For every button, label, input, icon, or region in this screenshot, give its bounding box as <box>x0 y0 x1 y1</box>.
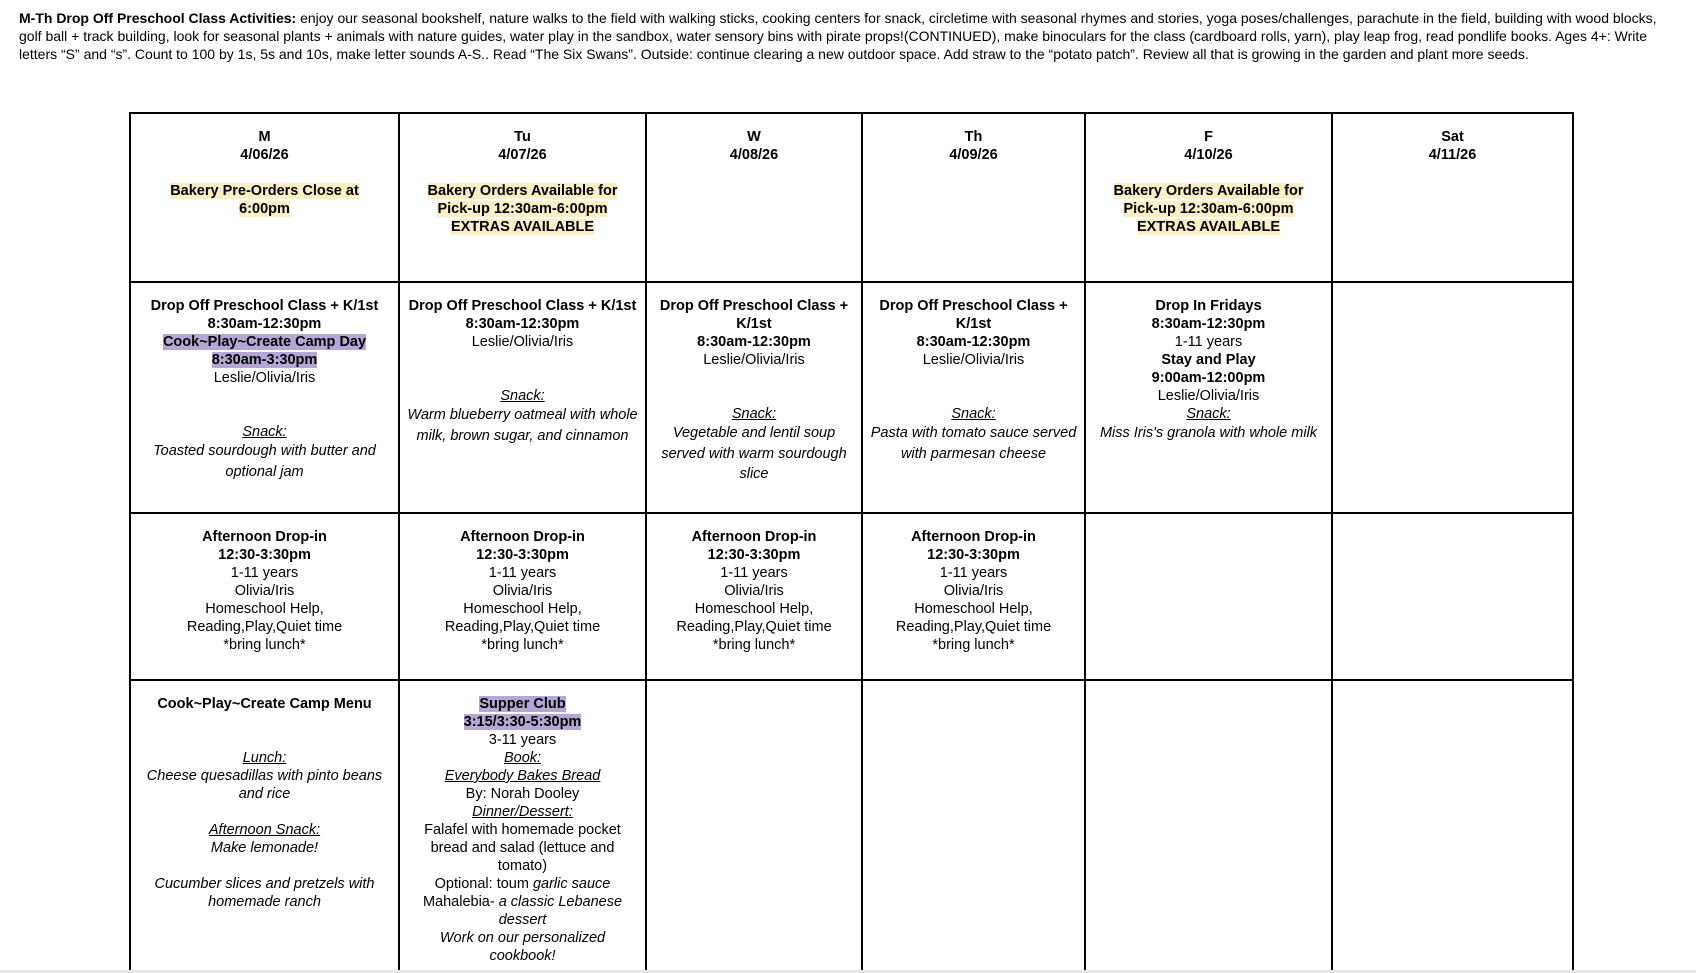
staff-names: Leslie/Olivia/Iris <box>213 370 316 386</box>
header-cell-fri <box>1085 113 1332 282</box>
dropin-line: *bring lunch* <box>932 637 1015 653</box>
optional-line <box>406 875 639 893</box>
afternoon-snack-text-2: Cucumber slices and pretzels with homemade ranch <box>154 876 375 910</box>
dropin-line: Reading,Play,Quiet time <box>186 619 343 635</box>
snack-text: Vegetable and lentil soup served with warm sourdough slice <box>661 425 847 482</box>
dropin-time: 12:30-3:30pm <box>707 547 801 563</box>
afternoon-cell-wed <box>646 513 862 680</box>
ages: 3-11 years <box>488 732 557 748</box>
snack-label: Snack: <box>731 406 777 422</box>
class-time: 8:30am-12:30pm <box>916 334 1031 350</box>
supper-club-time: 3:15/3:30-5:30pm <box>463 714 582 730</box>
staff-names: Leslie/Olivia/Iris <box>922 352 1025 368</box>
bakery-note-line: 6:00pm <box>239 201 290 217</box>
camp-time: 8:30am-3:30pm <box>211 352 318 368</box>
intro-text: enjoy our seasonal bookshelf, nature walks to the field with walking sticks, cooking centers for snack, circletime with seasonal rhymes and stories, yoga poses/challenges, parachute in the field, building with wood blocks, golf ball + track building, look for seasonal plants + animals with nature guides, water play in the sandbox, water sensory bins with pirate props!(CONTINUED), make binoculars for the class (cardboard rolls, yarn), play leap frog, read pondlife books. Ages 4+: Write letters “S” and “s”. Count to 100 by 1s, 5s and 10s, make letter sounds A-S.. Read “The Six Swans”. Outside: continue clearing a new outdoor space. Add straw to the “potato patch”. Review all that is growing in the garden and plant more seeds. <box>19 10 1657 62</box>
morning-cell-thu <box>862 282 1085 513</box>
dropin-line: *bring lunch* <box>481 637 564 653</box>
class-title-2: Stay and Play <box>1161 352 1256 368</box>
day-label: W <box>747 129 761 145</box>
dropin-line: Homeschool Help, <box>694 601 814 617</box>
camp-menu-cell <box>130 680 399 972</box>
dropin-title: Afternoon Drop-in <box>460 529 585 545</box>
morning-cell-fri <box>1085 282 1332 513</box>
optional-italic: garlic sauce <box>532 876 611 892</box>
class-time: 8:30am-12:30pm <box>465 316 580 332</box>
dessert-italic: a classic Lebanese dessert <box>498 894 623 928</box>
morning-cell-wed <box>646 282 862 513</box>
staff-names: Olivia/Iris <box>943 583 1004 599</box>
staff-names: Leslie/Olivia/Iris <box>703 352 805 368</box>
class-time: 8:30am-12:30pm <box>1151 316 1266 332</box>
ages: 1-11 years <box>488 565 557 581</box>
bakery-note-line: Bakery Pre-Orders Close at <box>170 183 359 199</box>
dropin-line: Homeschool Help, <box>463 601 582 617</box>
date-label: 4/06/26 <box>240 147 289 163</box>
ages: 1-11 years <box>230 565 299 581</box>
camp-title: Cook~Play~Create Camp Day <box>162 334 367 350</box>
morning-cell-mon <box>130 282 399 513</box>
book-label: Book: <box>503 750 542 766</box>
dropin-line: Reading,Play,Quiet time <box>895 619 1052 635</box>
day-label: Th <box>964 129 983 145</box>
menu-row <box>130 680 1573 972</box>
menu-cell-thu <box>862 680 1085 972</box>
optional-prefix: Optional: toum <box>434 876 533 892</box>
afternoon-row <box>130 513 1573 680</box>
morning-row <box>130 282 1573 513</box>
snack-text: Toasted sourdough with butter and optional jam <box>153 443 376 480</box>
afternoon-cell-thu <box>862 513 1085 680</box>
header-cell-mon <box>130 113 399 282</box>
snack-text: Pasta with tomato sauce served with parmesan cheese <box>870 425 1077 462</box>
afternoon-snack-text: Make lemonade! <box>210 840 319 856</box>
bakery-note-line: Bakery Orders Available for <box>1113 183 1304 199</box>
dinner-text: Falafel with homemade pocket bread and salad (lettuce and tomato) <box>424 822 621 874</box>
snack-label: Snack: <box>500 388 545 404</box>
intro-paragraph <box>19 9 1679 63</box>
class-title: Drop Off Preschool Class + K/1st <box>659 298 849 332</box>
ages: 1-11 years <box>1174 334 1243 350</box>
day-label: Sat <box>1441 129 1464 145</box>
class-title: Drop Off Preschool Class + K/1st <box>150 298 379 314</box>
snack-label: Snack: <box>1186 406 1231 422</box>
bakery-note-line: Bakery Orders Available for <box>427 183 618 199</box>
bakery-note-line: EXTRAS AVAILABLE <box>1136 219 1281 235</box>
staff-names: Olivia/Iris <box>234 583 295 599</box>
afternoon-cell-sat <box>1332 513 1573 680</box>
supper-club-title: Supper Club <box>479 696 566 712</box>
camp-menu-title: Cook~Play~Create Camp Menu <box>157 696 372 712</box>
dessert-line <box>406 893 639 929</box>
header-row <box>130 113 1573 282</box>
header-cell-tue <box>399 113 646 282</box>
class-time-2: 9:00am-12:00pm <box>1151 370 1266 386</box>
dropin-title: Afternoon Drop-in <box>202 529 327 545</box>
dropin-time: 12:30-3:30pm <box>218 547 311 563</box>
date-label: 4/10/26 <box>1184 147 1233 163</box>
menu-cell-wed <box>646 680 862 972</box>
ages: 1-11 years <box>720 565 788 581</box>
cookbook-note: Work on our personalized cookbook! <box>439 930 606 964</box>
snack-label: Snack: <box>242 424 287 440</box>
class-title: Drop Off Preschool Class + K/1st <box>408 298 637 314</box>
header-cell-sat <box>1332 113 1573 282</box>
dropin-line: *bring lunch* <box>712 637 796 653</box>
snack-label: Snack: <box>951 406 996 422</box>
afternoon-cell-tue <box>399 513 646 680</box>
lunch-text: Cheese quesadillas with pinto beans and rice <box>146 768 383 802</box>
dropin-title: Afternoon Drop-in <box>691 529 817 545</box>
book-author: By: Norah Dooley <box>465 786 580 802</box>
date-label: 4/07/26 <box>498 147 547 163</box>
dropin-line: Homeschool Help, <box>205 601 324 617</box>
staff-names: Olivia/Iris <box>724 583 784 599</box>
day-label: M <box>258 129 271 145</box>
dropin-line: Reading,Play,Quiet time <box>676 619 832 635</box>
bakery-note-line: Pick-up 12:30am-6:00pm <box>437 201 608 217</box>
class-title: Drop In Fridays <box>1155 298 1262 314</box>
lunch-label: Lunch: <box>242 750 287 766</box>
date-label: 4/08/26 <box>729 147 779 163</box>
bakery-note-line: EXTRAS AVAILABLE <box>450 219 595 235</box>
weekly-schedule-table <box>129 112 1574 973</box>
ages: 1-11 years <box>939 565 1008 581</box>
class-title: Drop Off Preschool Class + K/1st <box>879 298 1068 332</box>
book-title: Everybody Bakes Bread <box>444 768 601 784</box>
day-label: F <box>1204 129 1213 145</box>
dropin-line: Homeschool Help, <box>914 601 1033 617</box>
dinner-label: Dinner/Dessert: <box>472 804 573 820</box>
dropin-time: 12:30-3:30pm <box>927 547 1020 563</box>
afternoon-snack-label: Afternoon Snack: <box>208 822 321 838</box>
date-label: 4/11/26 <box>1428 147 1477 163</box>
dropin-title: Afternoon Drop-in <box>911 529 1036 545</box>
snack-text: Miss Iris's granola with whole milk <box>1099 425 1318 441</box>
morning-cell-tue <box>399 282 646 513</box>
date-label: 4/09/26 <box>949 147 998 163</box>
dropin-line: *bring lunch* <box>223 637 306 653</box>
header-cell-thu <box>862 113 1085 282</box>
class-time: 8:30am-12:30pm <box>207 316 322 332</box>
staff-names: Olivia/Iris <box>492 583 553 599</box>
day-label: Tu <box>514 129 531 145</box>
header-cell-wed <box>646 113 862 282</box>
menu-cell-fri <box>1085 680 1332 972</box>
dropin-line: Reading,Play,Quiet time <box>444 619 601 635</box>
afternoon-cell-mon <box>130 513 399 680</box>
bakery-note-line: Pick-up 12:30am-6:00pm <box>1123 201 1294 217</box>
afternoon-cell-fri <box>1085 513 1332 680</box>
morning-cell-sat <box>1332 282 1573 513</box>
class-time: 8:30am-12:30pm <box>697 334 811 350</box>
intro-title: M-Th Drop Off Preschool Class Activities: <box>19 10 297 26</box>
staff-names: Leslie/Olivia/Iris <box>1157 388 1260 404</box>
dessert-prefix: Mahalebia- <box>422 894 499 910</box>
supper-club-cell <box>399 680 646 972</box>
dropin-time: 12:30-3:30pm <box>476 547 569 563</box>
menu-cell-sat <box>1332 680 1573 972</box>
snack-text: Warm blueberry oatmeal with whole milk, brown sugar, and cinnamon <box>407 407 638 444</box>
staff-names: Leslie/Olivia/Iris <box>471 334 574 350</box>
